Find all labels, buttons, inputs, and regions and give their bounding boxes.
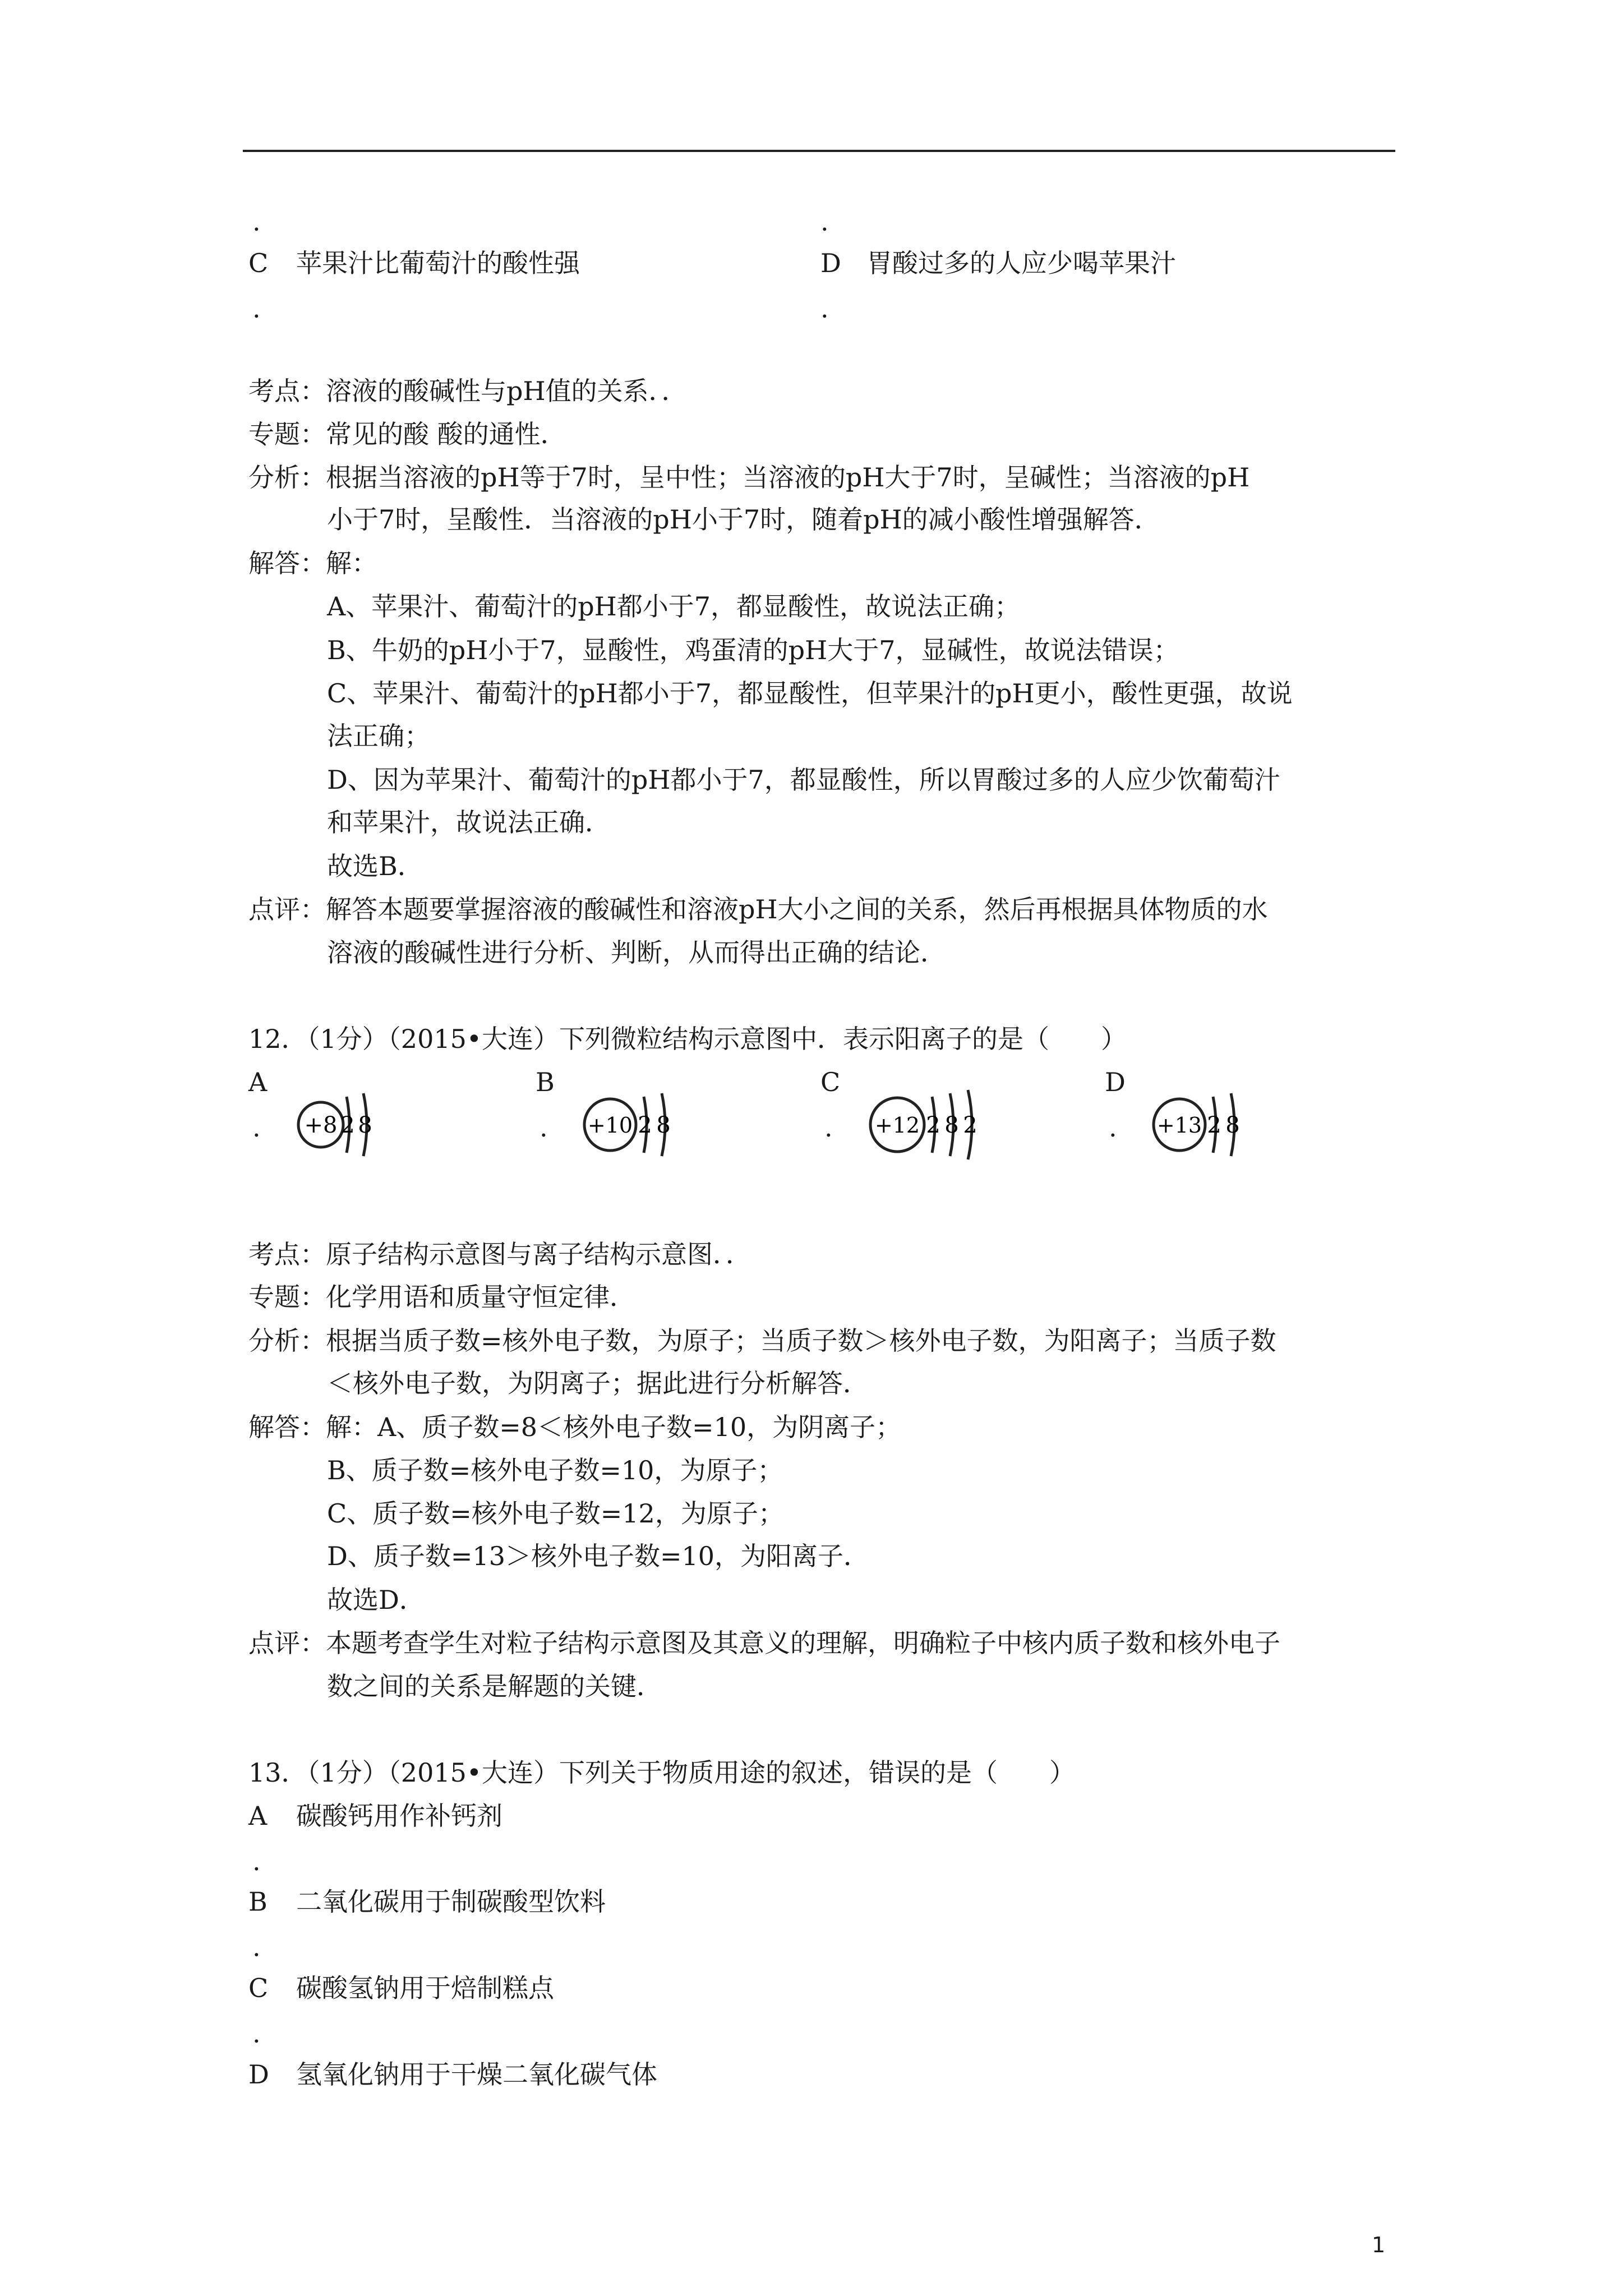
option-dot: .: [252, 1932, 261, 1962]
option-dot: .: [252, 206, 261, 237]
shell-electron-count: 8: [1225, 1112, 1240, 1138]
q12-option-d-letter: D: [1105, 1067, 1126, 1097]
atom-diagram-c: [864, 1074, 993, 1175]
option-dot: .: [1109, 1112, 1117, 1143]
option-dot: .: [540, 1112, 548, 1143]
q11-solution-d-line1: D、因为苹果汁、葡萄汁的pH都小于7，都显酸性，所以胃酸过多的人应少饮葡萄汁: [327, 765, 1280, 795]
nucleus-charge: +8: [304, 1112, 338, 1138]
q12-option-c-letter: C: [820, 1067, 841, 1097]
q13-option-c-text: 碳酸氢钠用于焙制糕点: [296, 1973, 554, 2003]
q13-option-d-letter: D: [248, 2059, 269, 2090]
q12-stem: 12．（1分）（2015•大连）下列微粒结构示意图中．表示阳离子的是（ ）: [248, 1024, 1127, 1054]
q11-solution-c-line2: 法正确；: [327, 721, 430, 751]
shell-electron-count: 8: [944, 1112, 959, 1138]
page-number: 1: [1372, 2233, 1386, 2257]
q11-dianping-line1: 点评：解答本题要掌握溶液的酸碱性和溶液pH大小之间的关系，然后再根据具体物质的水: [248, 894, 1268, 924]
q12-jieda-a: 解答：解：A、质子数=8＜核外电子数=10，为阴离子；: [248, 1412, 902, 1442]
q12-solution-c: C、质子数=核外电子数=12，为原子；: [327, 1498, 784, 1529]
option-dot: .: [820, 206, 829, 237]
q11-zhuanti: 专题：常见的酸 酸的通性．: [248, 419, 566, 449]
q11-option-c-text: 苹果汁比葡萄汁的酸性强: [296, 248, 580, 278]
shell-electron-count: 2: [963, 1112, 978, 1138]
q11-solution-d-line2: 和苹果汁，故说法正确．: [327, 807, 611, 838]
q12-fenxi-line2: ＜核外电子数，为阴离子；据此进行分析解答．: [327, 1368, 869, 1398]
shell-electron-count: 2: [926, 1112, 940, 1138]
header-rule: [243, 150, 1395, 152]
option-dot: .: [824, 1112, 833, 1143]
shell-electron-count: 8: [656, 1112, 671, 1138]
shell-electron-count: 8: [358, 1112, 372, 1138]
q11-solution-a: A、苹果汁、葡萄汁的pH都小于7，都显酸性，故说法正确；: [327, 591, 1021, 622]
q11-fenxi-line2: 小于7时，呈酸性．当溶液的pH小于7时，随着pH的减小酸性增强解答．: [327, 504, 1160, 535]
q13-option-b-text: 二氧化碳用于制碳酸型饮料: [296, 1887, 606, 1917]
q12-fenxi-line1: 分析：根据当质子数=核外电子数，为原子；当质子数＞核外电子数，为阳离子；当质子数: [248, 1326, 1276, 1356]
shell-electron-count: 2: [1207, 1112, 1221, 1138]
option-dot: .: [252, 293, 261, 324]
q11-option-d-text: 胃酸过多的人应少喝苹果汁: [866, 248, 1176, 278]
nucleus-charge: +13: [1156, 1113, 1202, 1138]
q12-zhuanti: 专题：化学用语和质量守恒定律．: [248, 1282, 635, 1312]
q12-kaodian: 考点：原子结构示意图与离子结构示意图．．: [248, 1239, 751, 1269]
q13-option-d-text: 氢氧化钠用于干燥二氧化碳气体: [296, 2059, 657, 2090]
shell-electron-count: 2: [340, 1112, 355, 1138]
q12-option-a-letter: A: [248, 1067, 268, 1097]
nucleus-charge: +12: [874, 1113, 920, 1138]
q11-solution-c-line1: C、苹果汁、葡萄汁的pH都小于7，都显酸性，但苹果汁的pH更小，酸性更强，故说: [327, 678, 1293, 708]
q13-option-a-text: 碳酸钙用作补钙剂: [296, 1801, 502, 1831]
option-dot: .: [252, 1112, 261, 1143]
q12-dianping-line2: 数之间的关系是解题的关键．: [327, 1671, 662, 1701]
q11-option-d-letter: D: [820, 248, 841, 278]
q11-solution-b: B、牛奶的pH小于7，显酸性，鸡蛋清的pH大于7，显碱性，故说法错误；: [327, 635, 1179, 665]
option-dot: .: [820, 293, 829, 324]
atom-diagram-d: [1147, 1074, 1253, 1175]
q11-option-c-letter: C: [248, 248, 269, 278]
q11-jieda: 解答：解：: [248, 548, 377, 578]
nucleus-charge: +10: [587, 1113, 633, 1138]
q13-option-a-letter: A: [248, 1801, 268, 1831]
q13-option-b-letter: B: [248, 1887, 268, 1917]
shell-electron-count: 2: [638, 1112, 652, 1138]
q11-dianping-line2: 溶液的酸碱性进行分析、判断，从而得出正确的结论．: [327, 937, 946, 968]
q12-solution-b: B、质子数=核外电子数=10，为原子；: [327, 1455, 783, 1485]
q12-solution-d: D、质子数=13＞核外电子数=10，为阳离子．: [327, 1541, 870, 1571]
atom-diagram-a: [292, 1074, 381, 1175]
q12-answer: 故选D．: [327, 1585, 425, 1615]
atom-diagram-b: [578, 1074, 684, 1175]
q13-option-c-letter: C: [248, 1973, 269, 2003]
q11-answer: 故选B．: [327, 851, 423, 881]
q13-stem: 13．（1分）（2015•大连）下列关于物质用途的叙述，错误的是（ ）: [248, 1757, 1075, 1788]
q12-option-b-letter: B: [536, 1067, 555, 1097]
q11-kaodian: 考点：溶液的酸碱性与pH值的关系．．: [248, 376, 688, 406]
option-dot: .: [252, 1846, 261, 1876]
option-dot: .: [252, 2018, 261, 2049]
q12-dianping-line1: 点评：本题考查学生对粒子结构示意图及其意义的理解，明确粒子中核内质子数和核外电子: [248, 1628, 1280, 1658]
q11-fenxi-line1: 分析：根据当溶液的pH等于7时，呈中性；当溶液的pH大于7时，呈碱性；当溶液的pH: [248, 462, 1250, 493]
